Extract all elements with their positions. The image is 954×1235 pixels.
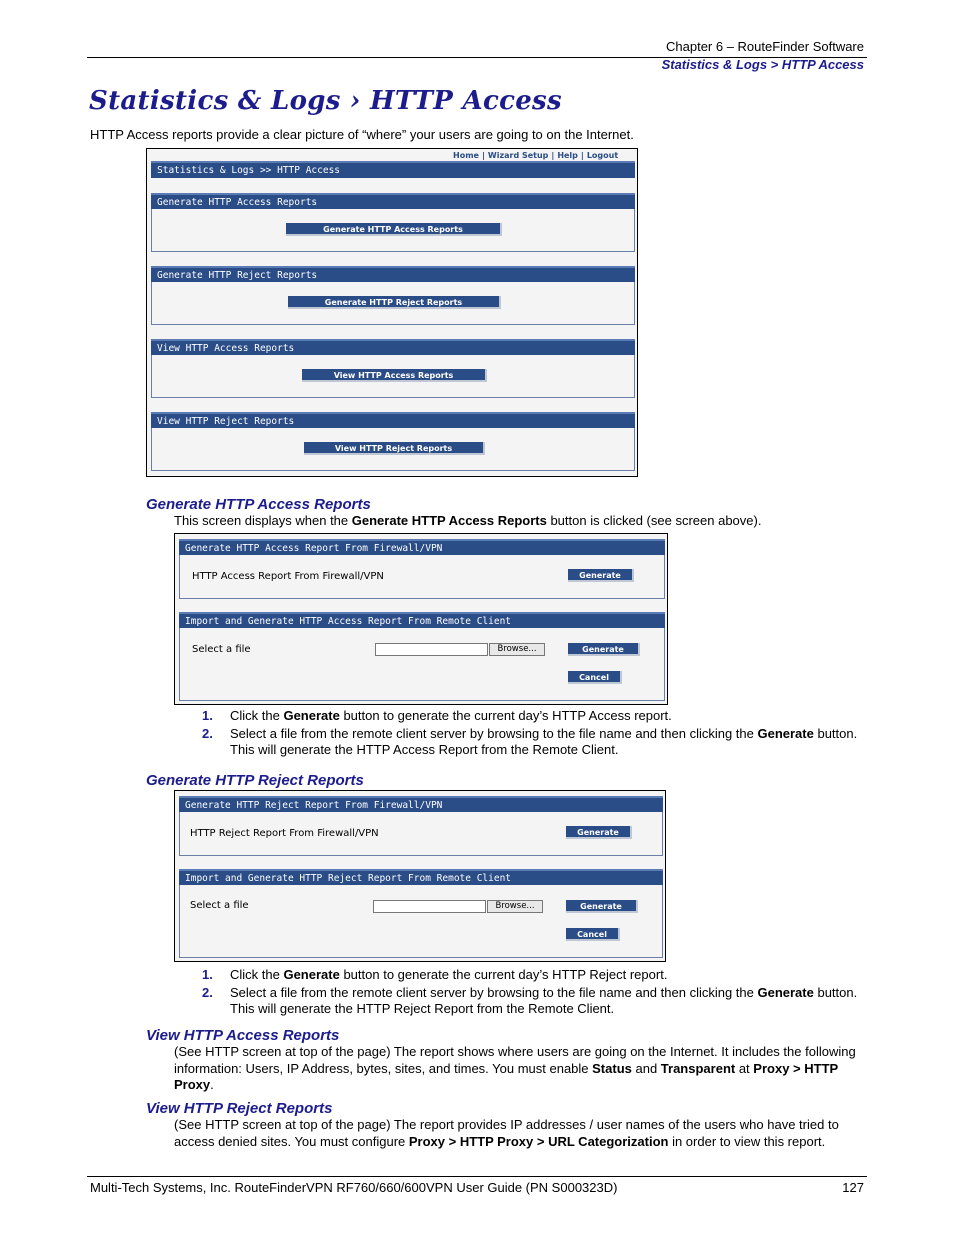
browse-button[interactable]: Browse...: [489, 643, 545, 656]
page-title: Statistics & Logs › HTTP Access: [89, 86, 562, 116]
pane-generate-reject: [151, 282, 635, 325]
select-file-label: Select a file: [192, 644, 251, 655]
footer-rule: [87, 1176, 867, 1177]
footer-text: Multi-Tech Systems, Inc. RouteFinderVPN RF760/660/600VPN User Guide (PN S000323D): [90, 1180, 618, 1195]
heading-generate-reject: Generate HTTP Reject Reports: [146, 772, 364, 789]
pane-title-reject-remote: Import and Generate HTTP Reject Report From Remote Client: [179, 869, 663, 885]
heading-generate-access: Generate HTTP Access Reports: [146, 496, 371, 513]
generate-remote-button[interactable]: Generate: [568, 643, 640, 656]
list-item: 2. Select a file from the remote client server by browsing to the file name and then clicking the Generate button. This will generate the HTTP Access Report from the Remote Client.: [202, 725, 858, 757]
file-path-input[interactable]: [373, 900, 486, 913]
reject-firewall-label: HTTP Reject Report From Firewall/VPN: [190, 828, 379, 839]
view-http-access-reports-button[interactable]: View HTTP Access Reports: [302, 369, 487, 382]
pane-access-remote: [179, 628, 665, 701]
pane-title-generate-reject: Generate HTTP Reject Reports: [151, 266, 635, 282]
list-item: 1. Click the Generate button to generate the current day’s HTTP Reject report.: [202, 967, 668, 982]
access-firewall-label: HTTP Access Report From Firewall/VPN: [192, 571, 384, 582]
list-item: 1. Click the Generate button to generate the current day’s HTTP Access report.: [202, 708, 672, 723]
file-path-input[interactable]: [375, 643, 488, 656]
header-chapter: Chapter 6 – RouteFinder Software: [666, 39, 864, 54]
link-wizard-setup[interactable]: Wizard Setup: [487, 151, 549, 160]
pane-title-generate-access: Generate HTTP Access Reports: [151, 193, 635, 209]
pane-generate-access: [151, 209, 635, 252]
view-access-desc: (See HTTP screen at top of the page) The report shows where users are going on the Internet. It includes the following information: Users, IP Address, bytes, sites, and times. You must enable Status and Transparent at Proxy > HTTP Proxy.: [174, 1044, 856, 1092]
top-links: Home | Wizard Setup | Help | Logout: [453, 151, 619, 160]
screenshot-generate-reject: [174, 790, 666, 962]
pane-title-access-remote: Import and Generate HTTP Access Report From Remote Client: [179, 612, 665, 628]
pane-title-view-access: View HTTP Access Reports: [151, 339, 635, 355]
generate-http-reject-reports-button[interactable]: Generate HTTP Reject Reports: [288, 296, 501, 309]
pane-reject-remote: [179, 885, 663, 958]
generate-remote-button[interactable]: Generate: [566, 900, 638, 913]
cancel-button[interactable]: Cancel: [566, 928, 620, 941]
link-help[interactable]: Help: [557, 151, 578, 160]
generate-http-access-reports-button[interactable]: Generate HTTP Access Reports: [286, 223, 502, 236]
list-item: 2. Select a file from the remote client server by browsing to the file name and then clicking the Generate button. This will generate the HTTP Reject Report from the Remote Client.: [202, 984, 858, 1016]
generate-reject-steps: [174, 967, 864, 1019]
heading-view-reject: View HTTP Reject Reports: [146, 1100, 333, 1117]
page-number: 127: [842, 1180, 864, 1195]
intro-text: HTTP Access reports provide a clear picture of “where” your users are going to on the Internet.: [90, 127, 634, 142]
pane-title-access-firewall: Generate HTTP Access Report From Firewall/VPN: [179, 539, 665, 555]
pane-title-view-reject: View HTTP Reject Reports: [151, 412, 635, 428]
header-section: Statistics & Logs > HTTP Access: [661, 57, 864, 72]
pane-reject-firewall: [179, 812, 663, 856]
generate-access-desc: This screen displays when the Generate HTTP Access Reports button is clicked (see screen above).: [174, 513, 762, 528]
screenshot-http-access-main: [146, 148, 638, 477]
screenshot-generate-access: [174, 533, 668, 705]
generate-button[interactable]: Generate: [568, 569, 634, 582]
view-reject-desc: (See HTTP screen at top of the page) The report provides IP addresses / user names of the users who have tried to access denied sites. You must configure Proxy > HTTP Proxy > URL Categorization in order to view this report.: [174, 1117, 839, 1149]
view-http-reject-reports-button[interactable]: View HTTP Reject Reports: [304, 442, 485, 455]
pane-view-access: [151, 355, 635, 398]
heading-view-access: View HTTP Access Reports: [146, 1027, 340, 1044]
link-logout[interactable]: Logout: [586, 151, 619, 160]
pane-access-firewall: [179, 555, 665, 599]
cancel-button[interactable]: Cancel: [568, 671, 622, 684]
select-file-label: Select a file: [190, 900, 249, 911]
generate-button[interactable]: Generate: [566, 826, 632, 839]
pane-view-reject: [151, 428, 635, 471]
browse-button[interactable]: Browse...: [487, 900, 543, 913]
link-home[interactable]: Home: [453, 151, 479, 160]
generate-access-steps: [174, 708, 864, 760]
breadcrumb-bar: Statistics & Logs >> HTTP Access: [151, 161, 635, 178]
pane-title-reject-firewall: Generate HTTP Reject Report From Firewall/VPN: [179, 796, 663, 812]
